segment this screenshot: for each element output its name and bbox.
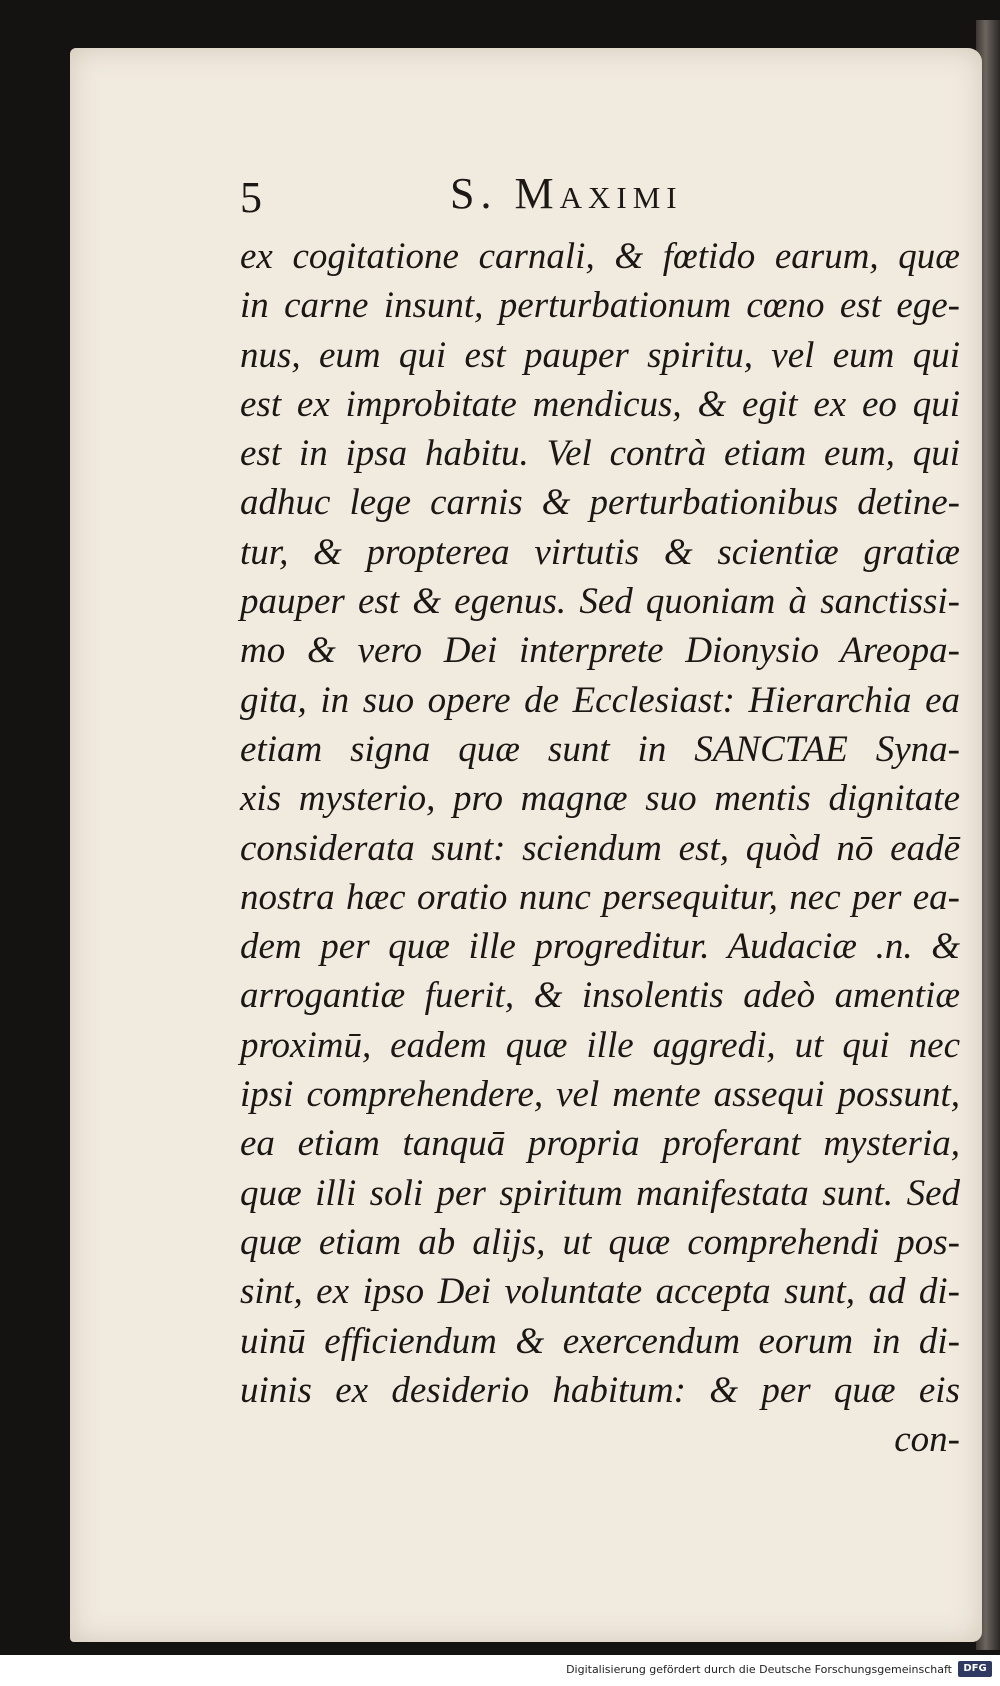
text-line: tur, & propterea virtutis & scientiæ gratiæ [240,531,960,573]
body-text [240,232,960,1464]
text-line: adhuc lege carnis & perturbationibus detine- [240,482,960,524]
text-line: ea etiam tanquā propria proferant mysteria, [240,1123,960,1165]
text-line: ipsi comprehendere, vel mente assequi possunt, [240,1074,960,1116]
text-line: proximū, eadem quæ ille aggredi, ut qui nec [240,1024,960,1066]
text-line: quæ illi soli per spiritum manifestata sunt. Sed [240,1172,960,1214]
text-line: considerata sunt: sciendum est, quòd nō eadē [240,827,960,869]
text-line: etiam signa quæ sunt in SANCTAE Syna- [240,728,960,770]
text-line: pauper est & egenus. Sed quoniam à sanctissi- [240,581,960,623]
text-line: uinū efficiendum & exercendum eorum in di- [240,1320,960,1362]
text-line: quæ etiam ab alijs, ut quæ comprehendi pos- [240,1221,960,1263]
text-line: uinis ex desiderio habitum: & per quæ eis [240,1369,960,1411]
running-head: S. Maximi [450,169,683,218]
catchword: con- [894,1419,960,1461]
text-line: nus, eum qui est pauper spiritu, vel eum qui [240,334,960,376]
text-line: xis mysterio, pro magnæ suo mentis dignitate [240,778,960,820]
text-line: in carne insunt, perturbationum cœno est ege- [240,285,960,327]
text-line: nostra hæc oratio nunc persequitur, nec per ea- [240,876,960,918]
footer-bar [0,1655,1000,1686]
text-line: arrogantiæ fuerit, & insolentis adeò amentiæ [240,975,960,1017]
dfg-logo[interactable]: DFG [958,1661,992,1677]
text-line: ex cogitatione carnali, & fœtido earum, quæ [240,236,960,277]
text-line: dem per quæ ille progreditur. Audaciæ .n. & [240,926,960,968]
text-line: gita, in suo opere de Ecclesiast: Hierarchia ea [240,679,960,721]
text-line: sint, ex ipso Dei voluntate accepta sunt, ad di- [240,1271,960,1313]
text-line: est ex improbitate mendicus, & egit ex eo qui [240,383,960,425]
funding-credit: Digitalisierung gefördert durch die Deutsche Forschungsgemeinschaft [566,1663,952,1676]
page-header [240,168,980,232]
text-line: est in ipsa habitu. Vel contrà etiam eum, qui [240,433,960,475]
page-number: 5 [240,173,262,222]
text-line: mo & vero Dei interprete Dionysio Areopa- [240,630,960,672]
